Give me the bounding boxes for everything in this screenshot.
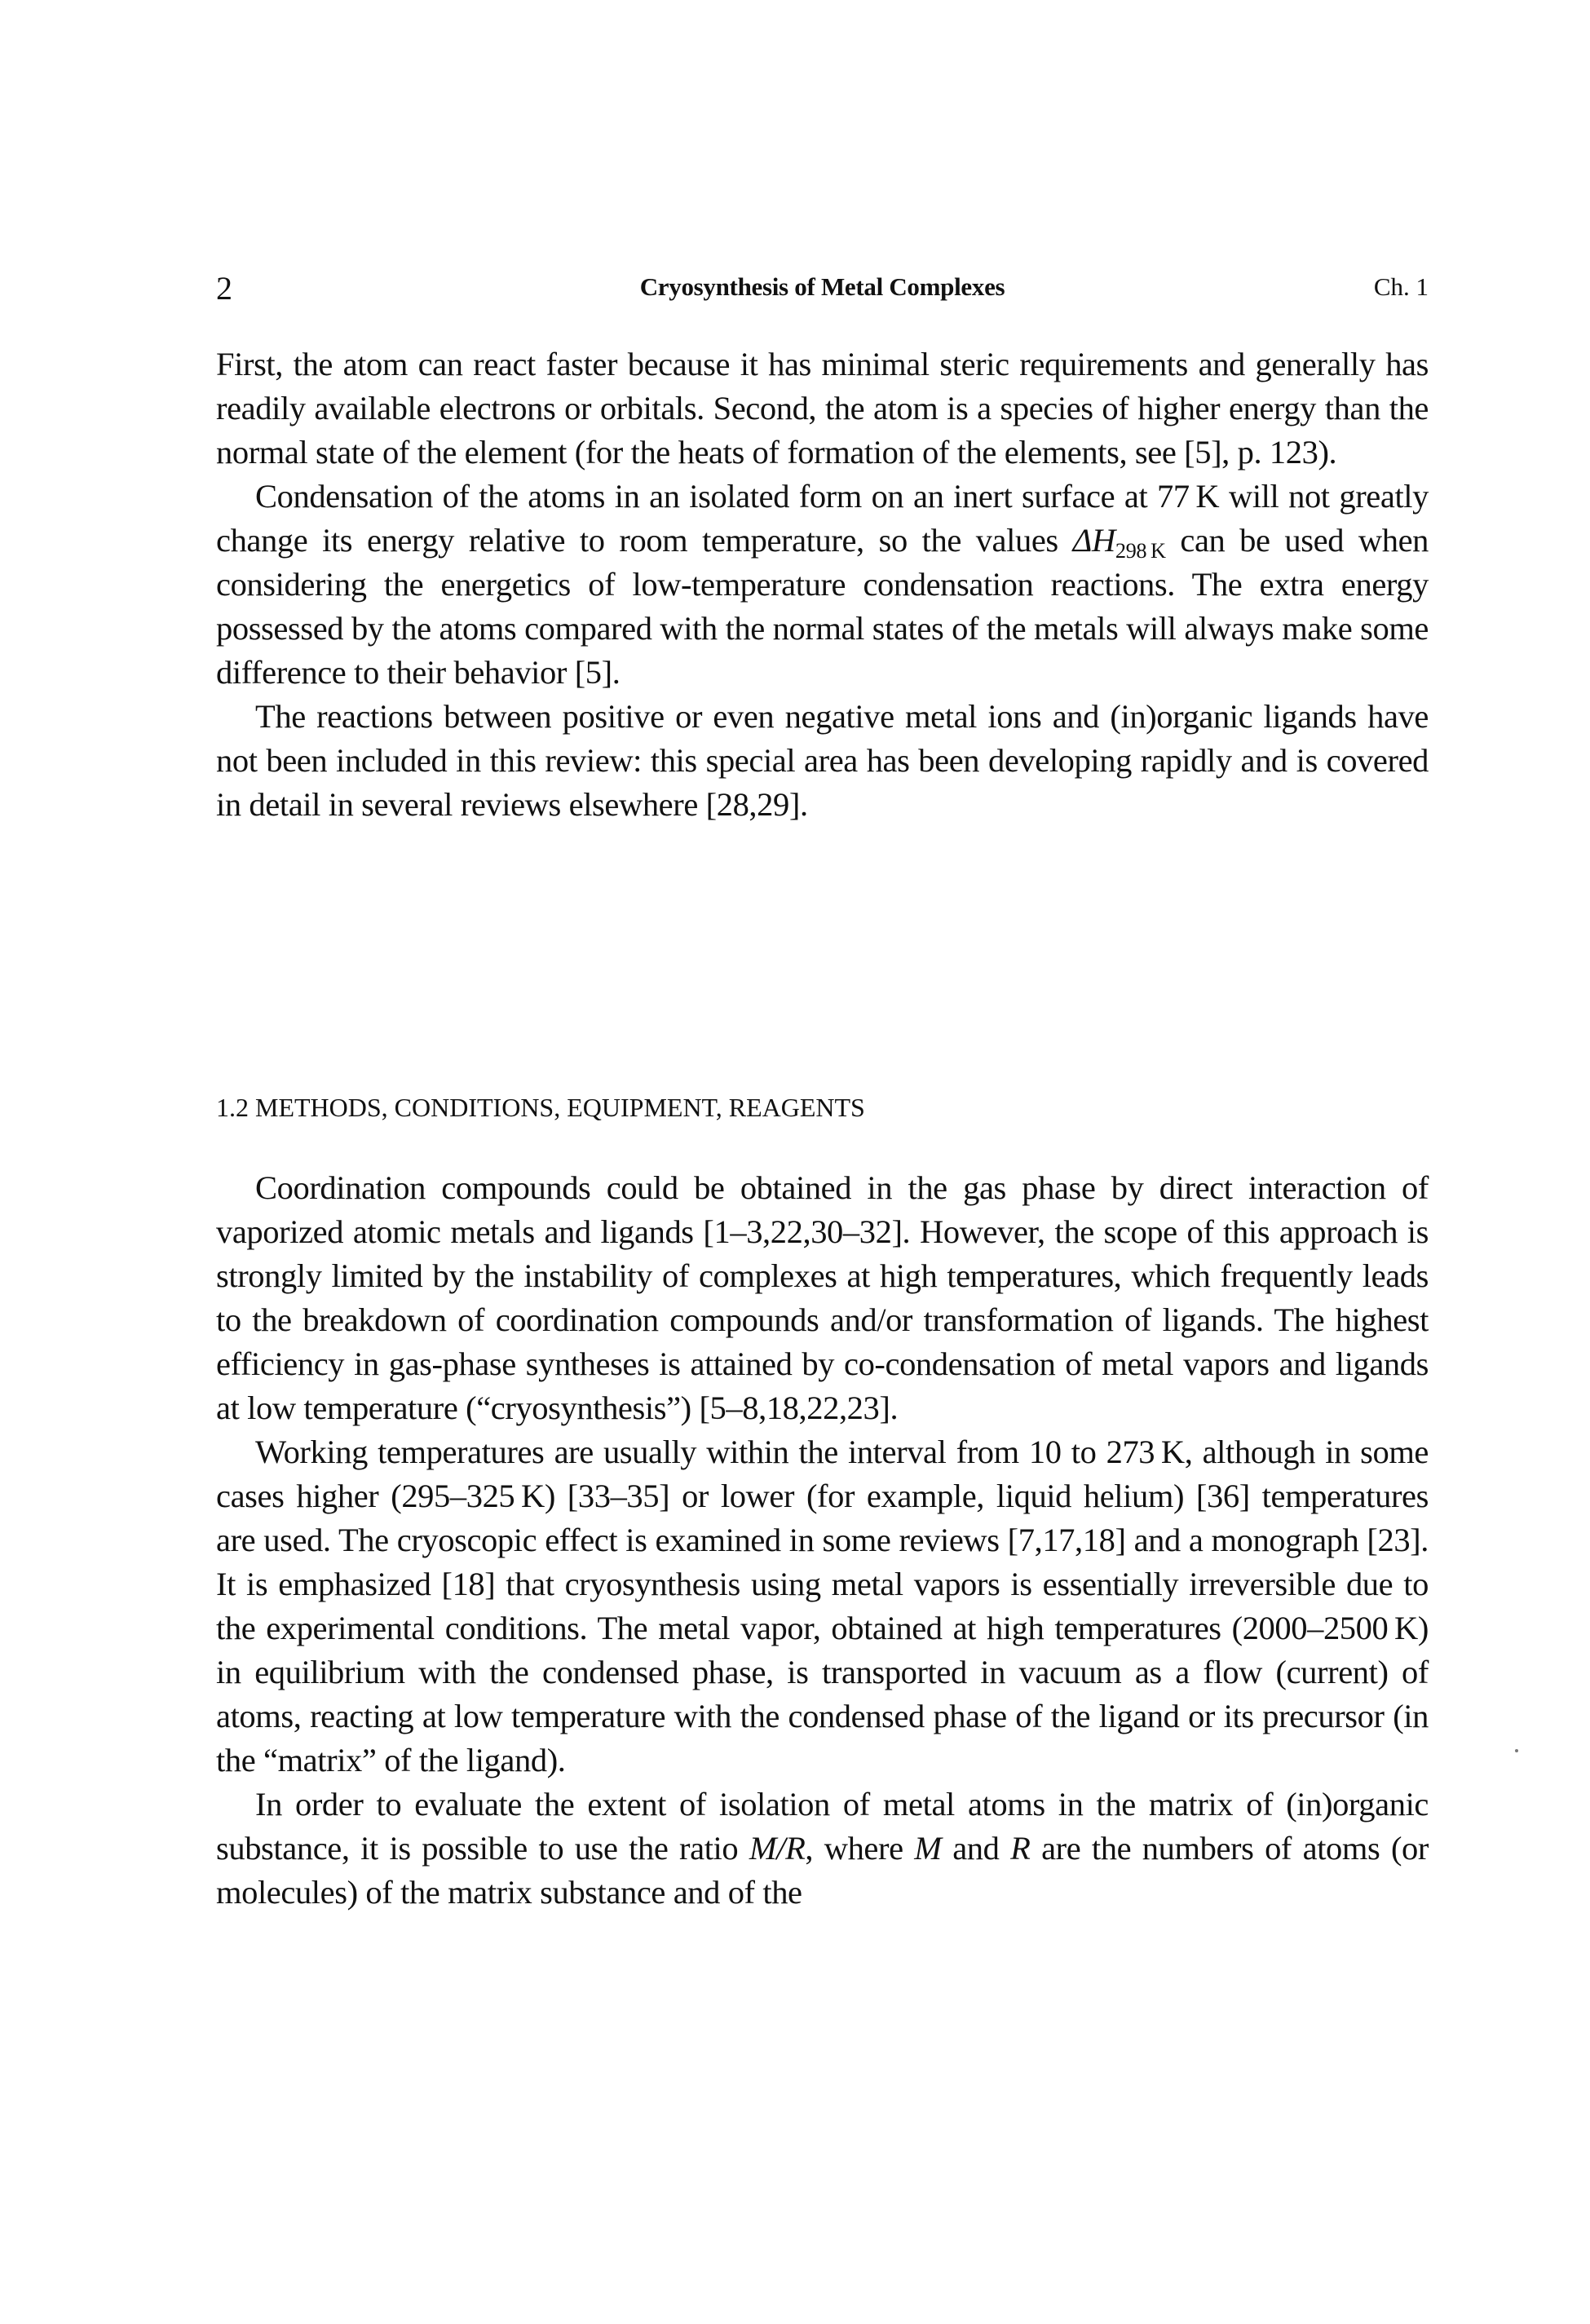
- text-segment: are the numbers of atoms (or molecules) of the matrix substance and of the: [216, 1830, 1429, 1911]
- page-number: 2: [216, 270, 232, 307]
- section-1-2-body: [216, 1166, 1429, 1915]
- running-title: Cryosynthesis of Metal Complexes: [639, 272, 1005, 301]
- enthalpy-subscript: 298 K: [1115, 538, 1166, 563]
- running-header: [216, 269, 1429, 310]
- text-segment: In order to evaluate the extent of isolation of metal atoms in the matrix of (in)organic substance, it is possible to use the ratio: [216, 1786, 1429, 1867]
- ratio-symbol: M/R: [749, 1830, 806, 1867]
- text-segment: Condensation of the atoms in an isolated form on an inert surface at 77 K will not greatly change its energy relative to room temperature, so the values: [216, 478, 1429, 559]
- paragraph-gas-phase-coordination: Coordination compounds could be obtained in the gas phase by direct interaction of vaporized atomic metals and ligands [1–3,22,30–32]. However, the scope of this approach is strongly limited by the instability of complexes at high temperatures, which frequently leads to the breakdown of coordination compounds and/or transformation of ligands. The highest efficiency in gas-phase syntheses is attained by co-condensation of metal vapors and ligands at low temperature (“cryosynthesis”) [5–8,18,22,23].: [216, 1169, 1429, 1426]
- text-segment: and: [941, 1830, 1011, 1867]
- variable-r: R: [1010, 1830, 1031, 1867]
- section-heading: 1.2 METHODS, CONDITIONS, EQUIPMENT, REAGENTS: [216, 1093, 865, 1122]
- paragraph-atom-reactivity: First, the atom can react faster because it has minimal steric requirements and generally has readily available electrons or orbitals. Second, the atom is a species of higher energy than the normal state of the element (for the heats of formation of the elements, see [5], p. 123).: [216, 346, 1429, 471]
- enthalpy-symbol-main: ΔH: [1072, 522, 1115, 559]
- paragraph-working-temperatures: Working temperatures are usually within the interval from 10 to 273 K, although in some cases higher (295–325 K) [33–35] or lower (for example, liquid helium) [36] temperatures are used. The cryoscopic effect is examined in some reviews [7,17,18] and a monograph [23]. It is emphasized [18] that cryosynthesis using metal vapors is essentially irreversible due to the experimental conditions. The metal vapor, obtained at high temperatures (2000–2500 K) in equilibrium with the condensed phase, is transported in vacuum as a flow (current) of atoms, reacting at low temperature with the condensed phase of the ligand or its precursor (in the “matrix” of the ligand).: [216, 1434, 1429, 1778]
- text-segment: , where: [805, 1830, 915, 1867]
- variable-m: M: [914, 1830, 942, 1867]
- chapter-label: Ch. 1: [1373, 272, 1429, 301]
- enthalpy-symbol: [1072, 522, 1166, 563]
- section-1-1-continuation: [216, 342, 1429, 827]
- text-segment: can be used when considering the energetics of low-temperature condensation reactions. The extra energy possessed by the atoms compared with the normal states of the metals will always make some difference to their behavior [5].: [216, 522, 1429, 691]
- scan-speck: [1515, 1749, 1518, 1752]
- paragraph-isolation-ratio: [216, 1783, 1429, 1915]
- paragraph-condensation-energetics: [216, 475, 1429, 695]
- paragraph-metal-ions-excluded: The reactions between positive or even negative metal ions and (in)organic ligands have not been included in this review: this special area has been developing rapidly and is covered in detail in several reviews elsewhere [28,29].: [216, 698, 1429, 823]
